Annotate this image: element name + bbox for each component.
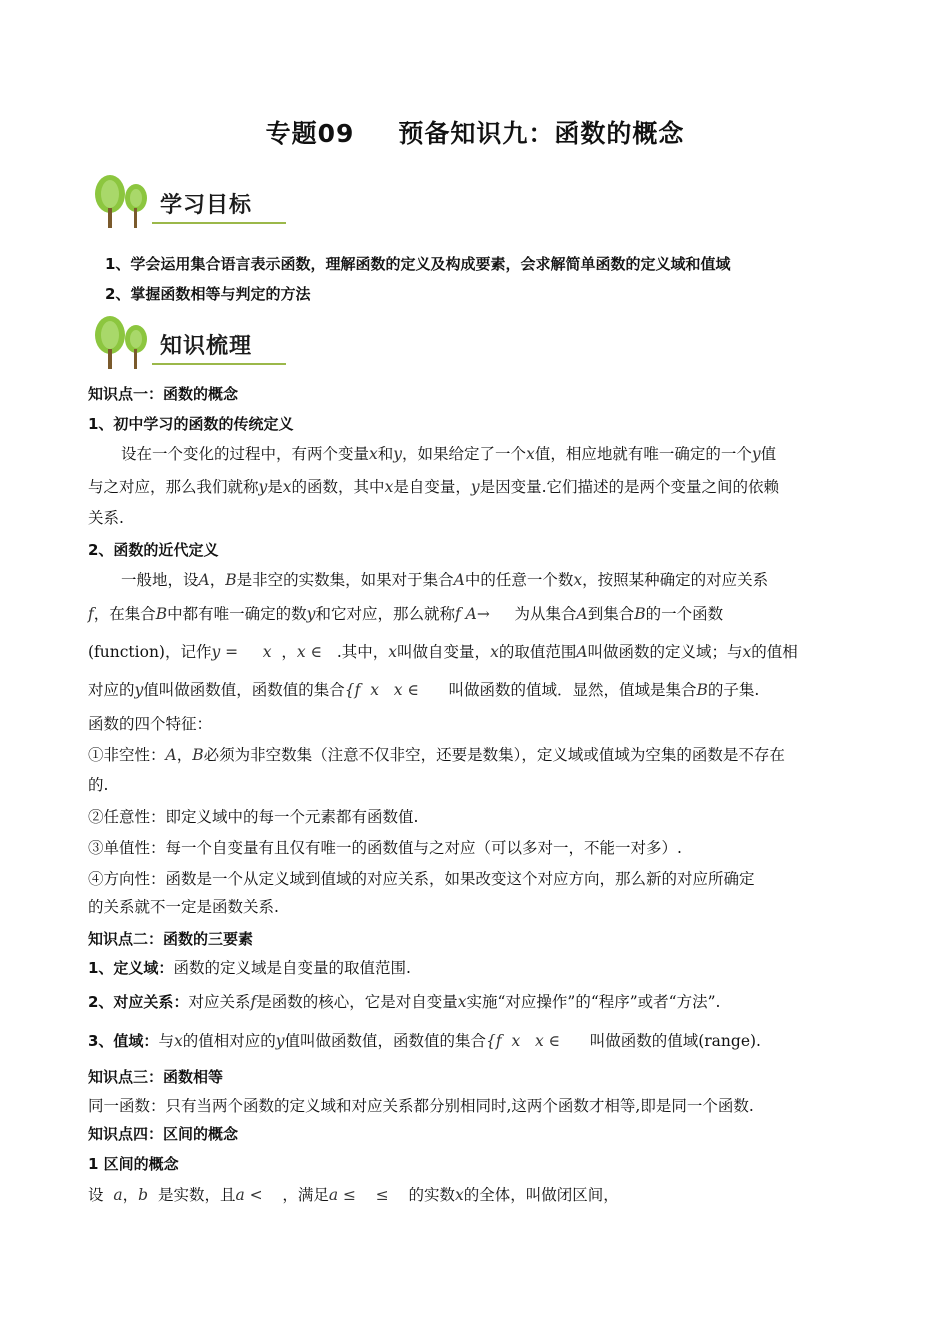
kp2-element-1: 1、定义域：函数的定义域是自变量的取值范围. [88,959,411,977]
kp1-q1: 一般地，设A，B是非空的实数集，如果对于集合A中的任意一个数x，按照某种确定的对应关系 [121,571,769,589]
kp1-feature-4: ④方向性：函数是一个从定义域到值域的对应关系，如果改变这个对应方向，那么新的对应所确定 [88,870,755,888]
kp1-sub2: 2、函数的近代定义 [88,541,219,559]
kp1-feature-2: ②任意性：即定义域中的每一个元素都有函数值. [88,808,419,826]
kp1-p1: 设在一个变化的过程中，有两个变量x和y，如果给定了一个x值，相应地就有唯一确定的一个y值 [121,445,777,463]
goals-banner-label: 学习目标 [160,193,253,218]
kp3-text: 同一函数：只有当两个函数的定义域和对应关系都分别相同时,这两个函数才相等,即是同一个函数. [88,1097,754,1115]
kp4-heading: 知识点四：区间的概念 [88,1125,239,1143]
knowledge-banner [92,313,288,371]
kp1-q3: (function)，记作y = x ，x ∈ .其中，x叫做自变量，x的取值范围A叫做函数的定义域；与x的值相 [88,643,798,661]
kp1-feature-3: ③单值性：每一个自变量有且仅有唯一的函数值与之对应（可以多对一，不能一对多）. [88,839,682,857]
kp1-p3: 关系. [88,509,124,527]
kp1-q2: f，在集合B中都有唯一确定的数y和它对应，那么就称f A→ 为从集合A到集合B的一个函数 [88,605,724,623]
kp3-heading: 知识点三：函数相等 [88,1068,224,1086]
kp4-sub: 1 区间的概念 [88,1155,179,1173]
kp2-element-3: 3、值域：与x的值相对应的y值叫做函数值，函数值的集合{f x x ∈ 叫做函数的值域(range). [88,1032,761,1050]
kp1-feature-1: ①非空性：A，B必须为非空数集（注意不仅非空，还要是数集），定义域或值域为空集的函数是不存在 [88,746,785,764]
goal-1: 1、学会运用集合语言表示函数，理解函数的定义及构成要素，会求解简单函数的定义域和值域 [105,255,731,273]
kp2-element-2: 2、对应关系：对应关系f是函数的核心，它是对自变量x实施“对应操作”的“程序”或者“方法”. [88,993,721,1011]
kp1-p2: 与之对应，那么我们就称y是x的函数，其中x是自变量，y是因变量.它们描述的是两个变量之间的依赖 [88,478,780,496]
goals-banner-underline [152,222,286,224]
goals-banner [92,172,288,230]
kp4-text: 设 a，b 是实数，且a < ，满足a ≤ ≤ 的实数x的全体，叫做闭区间， [88,1186,619,1204]
tree-icon [92,313,156,371]
knowledge-banner-label: 知识梳理 [160,334,253,359]
kp1-heading: 知识点一：函数的概念 [88,385,239,403]
kp1-sub1: 1、初中学习的函数的传统定义 [88,415,294,433]
kp1-q4: 对应的y值叫做函数值，函数值的集合{f x x ∈ 叫做函数的值域．显然，值域是集合B的子集. [88,681,760,699]
tree-icon [92,172,156,230]
kp1-feature-4-cont: 的关系就不一定是函数关系. [88,898,279,916]
goal-2: 2、掌握函数相等与判定的方法 [105,285,311,303]
title-part1: 专题09 [265,119,355,148]
kp2-heading: 知识点二：函数的三要素 [88,930,254,948]
kp1-features-title: 函数的四个特征： [88,715,213,733]
knowledge-banner-underline [152,363,286,365]
kp1-feature-1-cont: 的. [88,776,109,794]
title-part2: 预备知识九：函数的概念 [398,119,685,148]
page-title [0,114,950,150]
